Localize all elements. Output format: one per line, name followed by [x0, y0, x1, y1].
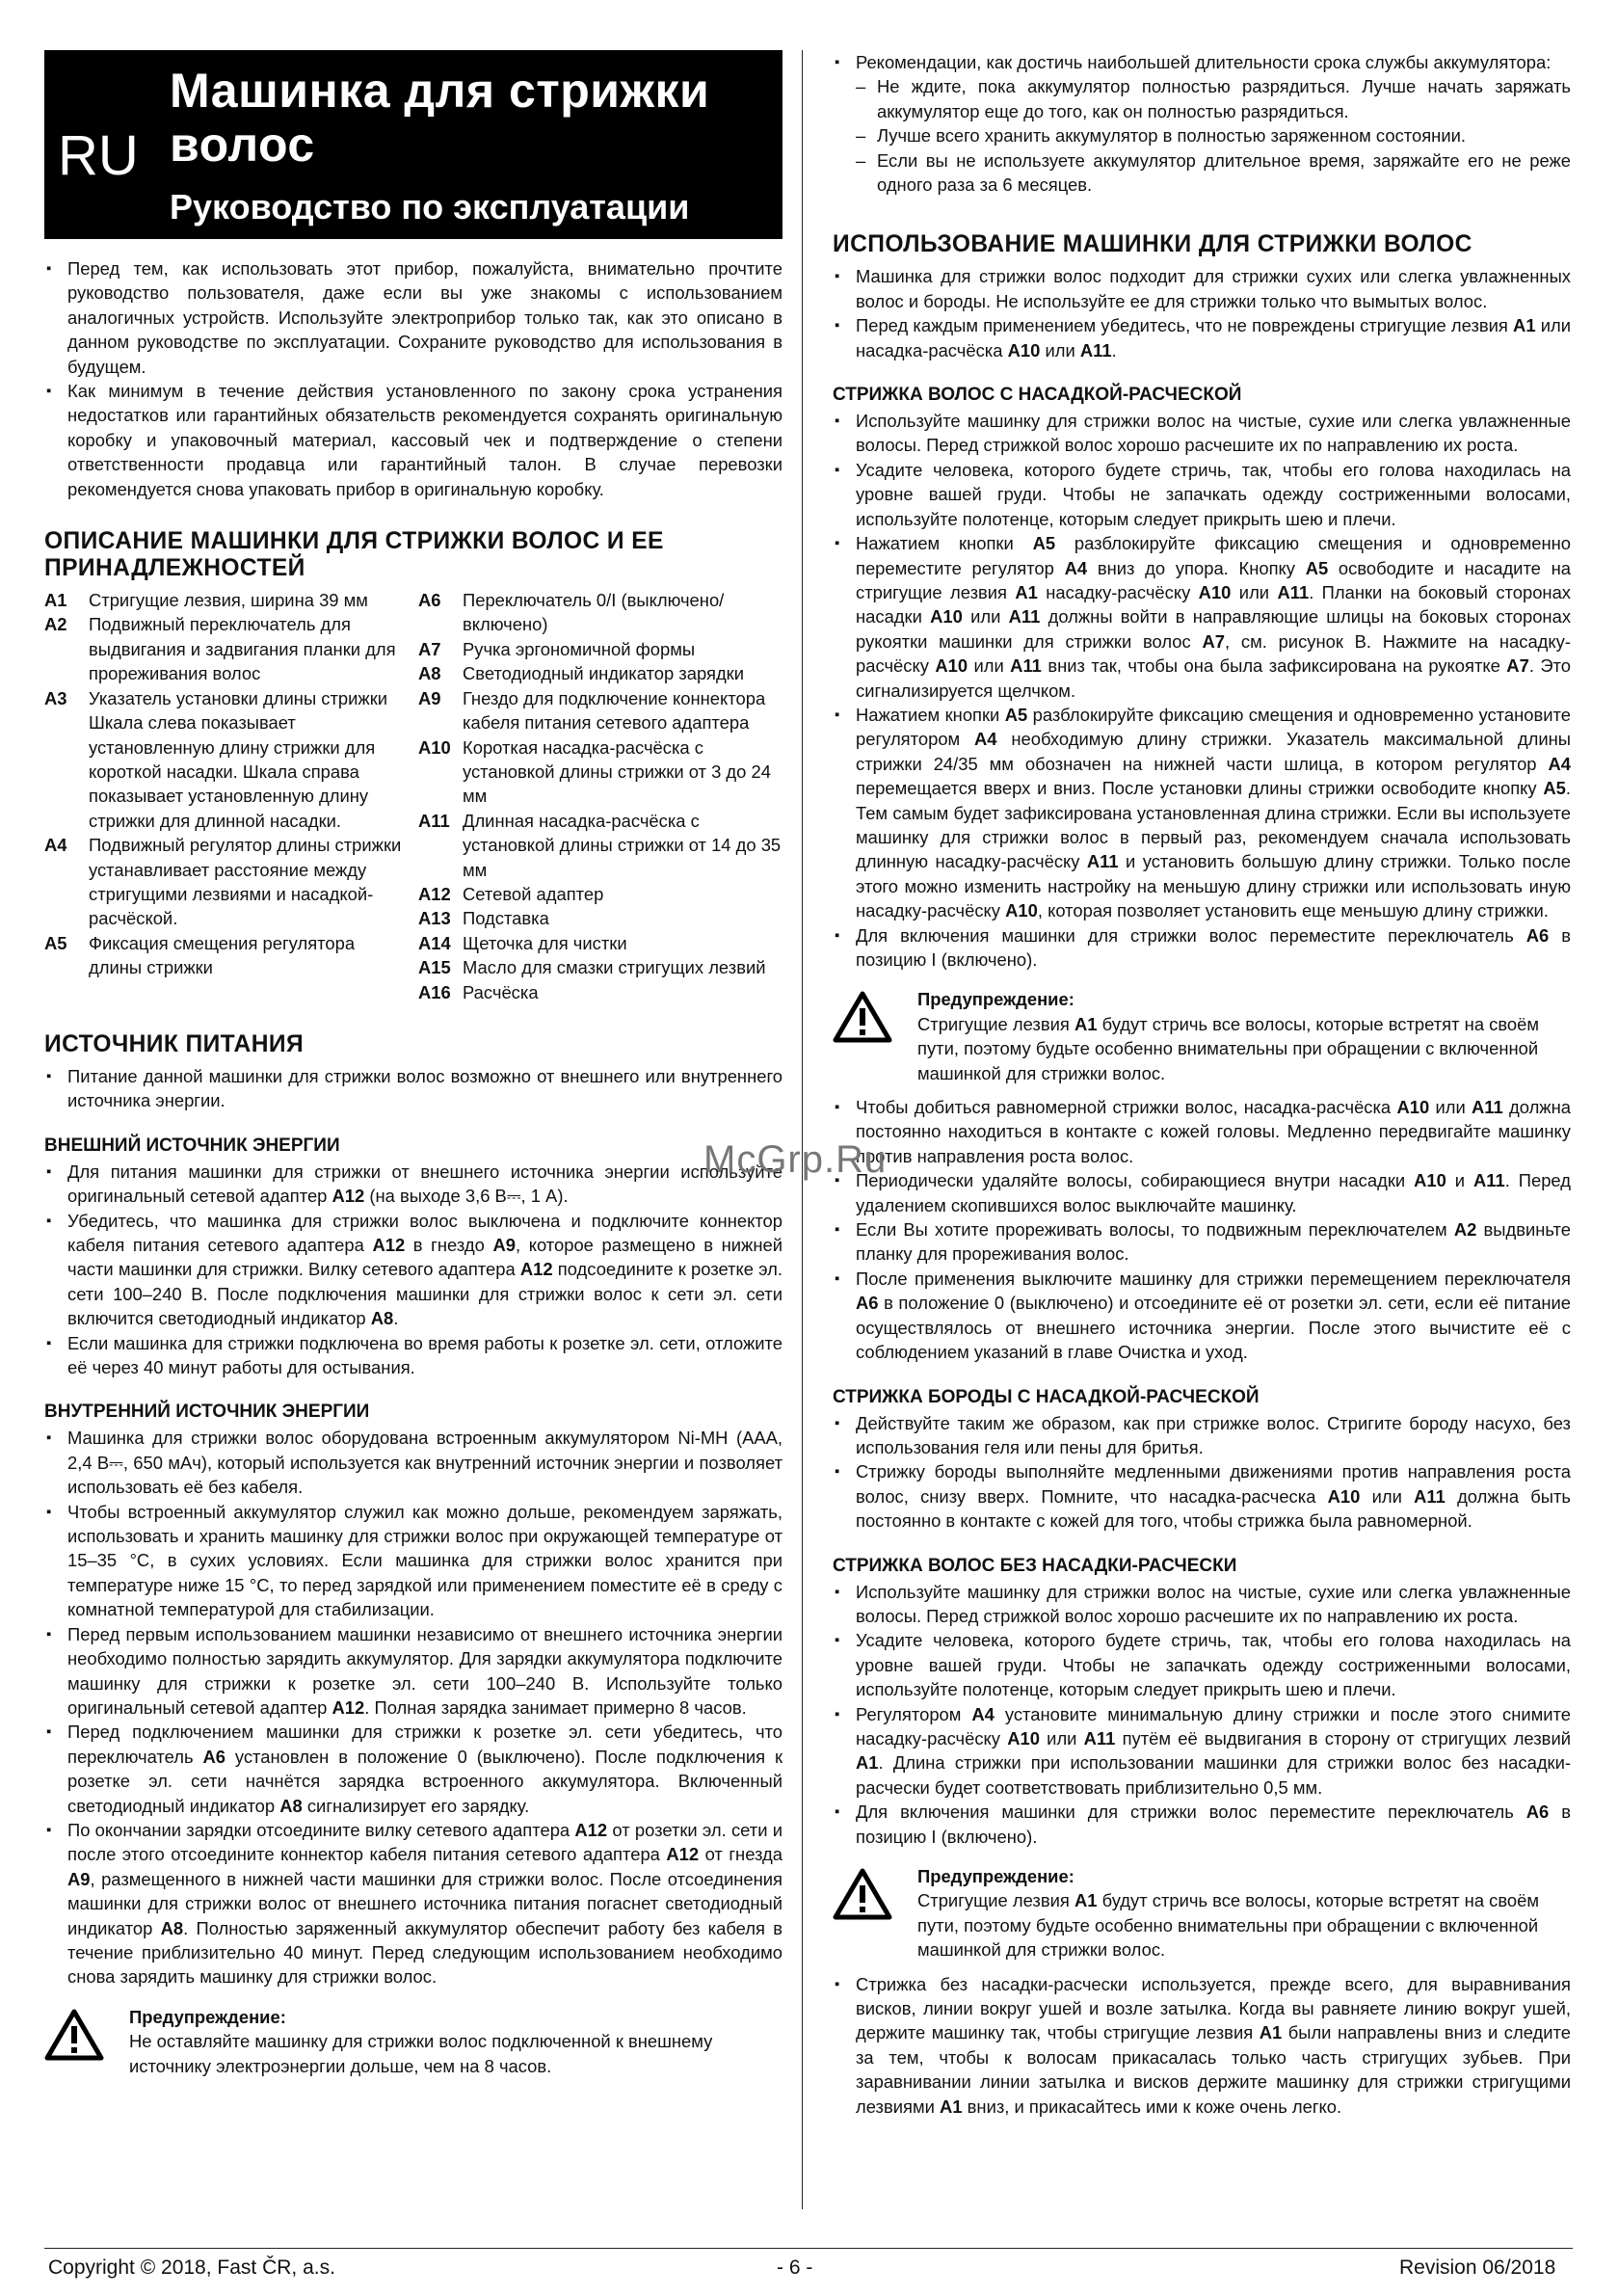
part-code: A11	[418, 810, 450, 831]
external-list	[44, 1160, 782, 1380]
list-item: ▪ Питание данной машинки для стрижки волос возможно от внешнего или внутреннего источника энергии.	[44, 1064, 782, 1113]
with-comb-list	[833, 409, 1571, 972]
warning-box	[44, 2005, 782, 2078]
list-item: ▪ Если машинка для стрижки подключена во время работы к розетке эл. сети, отложите её через 40 минут работы для остывания.	[44, 1331, 782, 1380]
list-item: ▪ Регулятором A4 установите минимальную длину стрижки и после этого снимите насадку-расчёску A10 или A11 путём её выдвигания в сторону от стригущих лезвий A1. Длина стрижки при использовании машинки для стрижки волос без насадки-расчески будет соответствовать приблизительно 0,5 мм.	[833, 1702, 1571, 1801]
part-code: A15	[418, 957, 451, 978]
section-heading-usage: ИСПОЛЬЗОВАНИЕ МАШИНКИ ДЛЯ СТРИЖКИ ВОЛОС	[833, 231, 1472, 258]
warning-box	[833, 987, 1571, 1085]
part-row	[44, 833, 409, 931]
part-description: Ручка эргономичной формы	[463, 638, 696, 659]
part-code: A1	[44, 590, 67, 611]
part-row	[418, 955, 782, 979]
part-code: A6	[418, 590, 441, 611]
part-description: Расчёска	[463, 981, 539, 1002]
list-item: ▪ Перед первым использованием машинки независимо от внешнего источника энергии необходимо полностью зарядить аккумулятор. Для зарядки аккумулятора подключите машинку для стрижки к розетке эл. сети 100–240 В. Используйте только оригинальный сетевой адаптер A12. Полная зарядка занимает примерно 8 часов.	[44, 1622, 782, 1721]
list-item: ▪ Перед тем, как использовать этот прибор, пожалуйста, внимательно прочтите руководство пользователя, даже если вы уже знакомы с использованием аналогичных устройств. Используйте электроприбор только так, как это описано в данном руководстве по эксплуатации. Сохраните руководство для использования в будущем.	[44, 256, 782, 379]
part-code: A10	[418, 736, 451, 758]
part-row	[44, 686, 409, 833]
list-item: ▪ После применения выключите машинку для стрижки перемещением переключателя A6 в положение 0 (выключено) и отсоедините её от розетки эл. сети, если её питание осуществлялось от внешнего источника энергии. После этого вычистите её с соблюдением указаний в главе Очистка и уход.	[833, 1267, 1571, 1365]
part-description: Масло для смазки стригущих лезвий	[463, 957, 766, 978]
part-description: Фиксация смещения регулятора длины стрижки	[89, 932, 356, 978]
list-item: ▪ Перед подключением машинки для стрижки к розетке эл. сети убедитесь, что переключатель A6 установлен в положение 0 (выключено). После подключения к розетке эл. сети начнётся зарядка встроенного аккумулятора. Включенный светодиодный индикатор A8 сигнализирует его зарядку.	[44, 1720, 782, 1818]
part-row	[418, 637, 782, 661]
subsection-heading-internal: ВНУТРЕННИЙ ИСТОЧНИК ЭНЕРГИИ	[44, 1402, 370, 1423]
list-item: ▪ Используйте машинку для стрижки волос на чистые, сухие или слегка увлажненные волосы. Перед стрижкой волос хорошо расчешите их по направлению их роста.	[833, 1580, 1571, 1629]
part-description: Длинная насадка-расчёска с установкой длины стрижки от 14 до 35 мм	[463, 810, 782, 880]
no-comb-list-after	[833, 1972, 1571, 2119]
list-item: ▪ Для включения машинки для стрижки волос переместите переключатель A6 в позицию I (включено).	[833, 923, 1571, 973]
part-row	[44, 612, 409, 685]
part-row	[44, 931, 409, 980]
list-item: ▪ Машинка для стрижки волос подходит для стрижки сухих или слегка увлажненных волос и бороды. Не используйте ее для стрижки только что вымытых волос.	[833, 264, 1571, 313]
part-description: Гнездо для подключение коннектора кабеля питания сетевого адаптера	[463, 687, 766, 734]
list-item: ▪ Перед каждым применением убедитесь, что не повреждены стригущие лезвия A1 или насадка-расчёска A10 или A11.	[833, 313, 1571, 362]
part-row	[418, 588, 782, 637]
subsection-heading-no-comb: СТРИЖКА ВОЛОС БЕЗ НАСАДКИ-РАСЧЕСКИ	[833, 1555, 1237, 1576]
list-item: – Лучше всего хранить аккумулятор в полностью заряженном состоянии.	[833, 123, 1571, 147]
part-code: A9	[418, 687, 441, 708]
language-code: RU	[58, 124, 139, 187]
subsection-heading-with-comb: СТРИЖКА ВОЛОС С НАСАДКОЙ-РАСЧЕСКОЙ	[833, 385, 1242, 406]
part-code: A2	[44, 614, 67, 635]
part-code: A5	[44, 932, 67, 953]
watermark: McGrp.Ru	[703, 1138, 888, 1181]
part-row	[418, 931, 782, 955]
parts-column-right	[418, 588, 782, 1004]
part-code: A4	[44, 835, 67, 856]
list-item: ▪ Убедитесь, что машинка для стрижки волос выключена и подключите коннектор кабеля питания сетевого адаптера A12 в гнездо A9, которое размещено в нижней части машинки для стрижки. Вилку сетевого адаптера A12 подсоедините к розетке эл. сети 100–240 В. После подключения машинки для стрижки волос к сети эл. сети включится светодиодный индикатор A8.	[44, 1209, 782, 1331]
internal-list	[44, 1426, 782, 1989]
list-item: ▪ Усадите человека, которого будете стричь, так, чтобы его голова находилась на уровне вашей груди. Чтобы не запачкать одежду состриженными волосами, используйте полотенце, которым следует прикрыть шею и плечи.	[833, 1628, 1571, 1701]
warning-icon	[833, 987, 917, 1085]
footer-copyright: Copyright © 2018, Fast ČR, a.s.	[48, 2256, 335, 2279]
list-item: ▪ Стрижку бороды выполняйте медленными движениями против направления роста волос, снизу вверх. Помните, что насадка-расческа A10 или A11 должна быть постоянно в контакте с кожей для того, чтобы стрижка была равномерной.	[833, 1459, 1571, 1533]
parts-column-left	[44, 588, 409, 1004]
column-divider	[802, 50, 803, 2209]
list-item: ▪ Стрижка без насадки-расчески используется, прежде всего, для выравнивания висков, линии вокруг ушей и возле затылка. Когда вы равняете линию вокруг ушей, держите машинку так, чтобы стригущие лезвия A1 были направлены вниз и следите за тем, чтобы к волосам прикасалась только часть стригущих зубьев. При заравнивании линии затылка и висков держите машинку для стрижки стригущими лезвиями A1 вниз, и прикасайтесь ими к коже очень легко.	[833, 1972, 1571, 2119]
part-description: Переключатель 0/I (выключено/включено)	[463, 590, 725, 635]
list-item: ▪ Периодически удаляйте волосы, собирающиеся внутри насадки A10 и A11. Перед удалением скопившихся волос выключайте машинку.	[833, 1168, 1571, 1217]
part-row	[418, 809, 782, 882]
title-banner	[44, 50, 782, 239]
part-code: A12	[418, 883, 451, 904]
left-column	[44, 50, 782, 2088]
intro-list	[44, 256, 782, 501]
list-item: ▪ Если Вы хотите прореживать волосы, то подвижным переключателем A2 выдвиньте планку для прореживания волос.	[833, 1217, 1571, 1267]
document-title: Машинка для стрижки волос	[170, 64, 710, 172]
section-heading-description: ОПИСАНИЕ МАШИНКИ ДЛЯ СТРИЖКИ ВОЛОС И ЕЕ ПРИНАДЛЕЖНОСТЕЙ	[44, 528, 664, 582]
warning-text: Стригущие лезвия A1 будут стричь все волосы, которые встретят на своём пути, поэтому будьте особенно внимательны при обращении с включенной машинкой для стрижки волос.	[917, 1013, 1540, 1083]
list-item: ▪ Нажатием кнопки A5 разблокируйте фиксацию смещения и одновременно переместите регулятор A4 вниз до упора. Кнопку A5 освободите и насадите на стригущие лезвия A1 насадку-расчёску A10 или A11. Планки на боковый сторонах насадки A10 или A11 должны войти в направляющие шлицы на боковых сторонах рукоятки машинки для стрижки волос A7, см. рисунок B. Нажмите на насадку-расчёску A10 или A11 вниз так, чтобы она была зафиксирована на рукоятке A7. Это сигнализируется щелчком.	[833, 531, 1571, 703]
list-item: – Не ждите, пока аккумулятор полностью разрядиться. Лучше начать заряжать аккумулятор еще до того, как он полностью разрядиться.	[833, 74, 1571, 123]
parts-list	[44, 588, 782, 1004]
part-row	[418, 661, 782, 685]
battery-tips-sublist	[833, 74, 1571, 197]
warning-box	[833, 1864, 1571, 1962]
part-code: A7	[418, 638, 441, 659]
part-row	[44, 588, 409, 612]
warning-title: Предупреждение:	[917, 1866, 1074, 1886]
battery-tips	[833, 50, 1571, 197]
part-code: A14	[418, 932, 451, 953]
part-description: Сетевой адаптер	[463, 883, 604, 904]
with-comb-list-after	[833, 1095, 1571, 1364]
part-row	[418, 735, 782, 809]
list-item: ▪ Действуйте таким же образом, как при стрижке волос. Стригите бороду насухо, без использования геля или пены для бритья.	[833, 1411, 1571, 1460]
list-item: ▪ Для питания машинки для стрижки от внешнего источника энергии используйте оригинальный сетевой адаптер A12 (на выходе 3,6 В⎓, 1 А).	[44, 1160, 782, 1209]
part-code: A8	[418, 663, 441, 684]
part-row	[418, 980, 782, 1004]
footer-divider	[44, 2248, 1573, 2249]
warning-icon	[44, 2005, 129, 2078]
part-description: Подвижный переключатель для выдвигания и задвигания планки для прореживания волос	[89, 614, 396, 684]
warning-text: Не оставляйте машинку для стрижки волос подключенной к внешнему источнику электроэнергии дольше, чем на 8 часов.	[129, 2031, 713, 2076]
subsection-heading-external: ВНЕШНИЙ ИСТОЧНИК ЭНЕРГИИ	[44, 1135, 340, 1156]
warning-title: Предупреждение:	[917, 989, 1074, 1010]
part-row	[418, 882, 782, 906]
usage-list	[833, 264, 1571, 362]
subsection-heading-beard: СТРИЖКА БОРОДЫ С НАСАДКОЙ-РАСЧЕСКОЙ	[833, 1386, 1260, 1407]
document-subtitle: Руководство по эксплуатации	[170, 187, 690, 227]
right-column	[833, 50, 1571, 2119]
section-heading-power: ИСТОЧНИК ПИТАНИЯ	[44, 1030, 305, 1057]
footer-revision: Revision 06/2018	[1399, 2256, 1556, 2279]
part-description: Подвижный регулятор длины стрижки устанавливает расстояние между стригущими лезвиями и насадкой-расчёской.	[89, 835, 402, 929]
list-item: – Если вы не используете аккумулятор длительное время, заряжайте его не реже одного раза за 6 месяцев.	[833, 148, 1571, 198]
part-row	[418, 906, 782, 930]
list-item: ▪ Используйте машинку для стрижки волос на чистые, сухие или слегка увлажненные волосы. Перед стрижкой волос хорошо расчешите их по направлению их роста.	[833, 409, 1571, 458]
part-row	[418, 686, 782, 735]
list-item: ▪ Чтобы встроенный аккумулятор служил как можно дольше, рекомендуем заряжать, использовать и хранить машинку для стрижки волос при окружающей температуре от 15–35 °C, в сухих условиях. Если машинка для стрижки волос хранится при температуре ниже 15 °C, то перед зарядкой или применением поместите её в среду с комнатной температурой для стабилизации.	[44, 1500, 782, 1622]
list-item: ▪ Рекомендации, как достичь наибольшей длительности срока службы аккумулятора: – Не ждите, пока аккумулятор полностью разрядиться. Лучше начать заряжать аккумулятор еще до того, как он полностью разрядиться. – Лучше всего хранить аккумулятор в полностью заряженном состоянии. – Если вы не используете аккумулятор длительное время, заряжайте его не реже одного раза за 6 месяцев.	[833, 50, 1571, 197]
part-description: Подставка	[463, 908, 549, 929]
footer-page-number: - 6 -	[777, 2256, 813, 2279]
list-item: ▪ Как минимум в течение действия установленного по закону срока устранения недостатков или гарантийных обязательств рекомендуется сохранять оригинальную коробку и упаковочный материал, кассовый чек и подтверждение о степени ответственности продавца или гарантийный талон. В случае перевозки рекомендуется снова упаковать прибор в оригинальную коробку.	[44, 379, 782, 501]
no-comb-list	[833, 1580, 1571, 1849]
part-code: A16	[418, 981, 451, 1002]
warning-icon	[833, 1864, 917, 1962]
part-description: Светодиодный индикатор зарядки	[463, 663, 744, 684]
part-description: Щеточка для чистки	[463, 932, 627, 953]
part-code: A13	[418, 908, 451, 929]
warning-title: Предупреждение:	[129, 2006, 286, 2027]
list-item: ▪ Для включения машинки для стрижки волос переместите переключатель A6 в позицию I (включено).	[833, 1800, 1571, 1849]
part-description: Короткая насадка-расчёска с установкой длины стрижки от 3 до 24 мм	[463, 736, 771, 807]
beard-list	[833, 1411, 1571, 1534]
list-item: ▪ По окончании зарядки отсоедините вилку сетевого адаптера A12 от розетки эл. сети и после этого отсоедините коннектор кабеля питания сетевого адаптера A12 от гнезда A9, размещенного в нижней части машинки для стрижки волос. После отсоединения машинки для стрижки волос от внешнего источника питания погаснет светодиодный индикатор A8. Полностью заряженный аккумулятор обеспечит работу без кабеля в течение приблизительно 40 минут. Перед следующим использованием необходимо снова зарядить машинку для стрижки волос.	[44, 1818, 782, 1989]
warning-text: Стригущие лезвия A1 будут стричь все волосы, которые встретят на своём пути, поэтому будьте особенно внимательны при обращении с включенной машинкой для стрижки волос.	[917, 1890, 1540, 1961]
list-item: ▪ Чтобы добиться равномерной стрижки волос, насадка-расчёска A10 или A11 должна постоянно находиться в контакте с кожей головы. Медленно передвигайте машинку против направления роста волос.	[833, 1095, 1571, 1168]
part-description: Стригущие лезвия, ширина 39 мм	[89, 590, 368, 611]
part-description: Указатель установки длины стрижки Шкала слева показывает установленную длину стрижки для короткой насадки. Шкала справа показывает установленную длину стрижки для длинной насадки.	[89, 687, 388, 831]
list-item: ▪ Усадите человека, которого будете стричь, так, чтобы его голова находилась на уровне вашей груди. Чтобы не запачкать одежду состриженными волосами, используйте полотенце, которым следует прикрыть шею и плечи.	[833, 458, 1571, 531]
part-code: A3	[44, 687, 67, 708]
power-list	[44, 1064, 782, 1113]
list-item: ▪ Машинка для стрижки волос оборудована встроенным аккумулятором Ni-MH (AAA, 2,4 В⎓, 650 мАч), который используется как внутренний источник энергии и позволяет использовать её без кабеля.	[44, 1426, 782, 1499]
list-item: ▪ Нажатием кнопки A5 разблокируйте фиксацию смещения и одновременно установите регулятором A4 необходимую длину стрижки. Указатель максимальной длины стрижки 24/35 мм обозначен на нижней части шлица, в котором регулятор A4 перемещается вверх и вниз. После установки длины стрижки освободите кнопку A5. Тем самым будет зафиксирована установленная длина стрижки. Если вы используете машинку для стрижки волос в первый раз, рекомендуем сначала использовать длинную насадку-расчёску A11 и установить большую длину стрижки. Только после этого можно изменить настройку на меньшую длину стрижки или использовать иную насадку-расчёску A10, которая позволяет установить еще меньшую длину стрижки.	[833, 703, 1571, 923]
